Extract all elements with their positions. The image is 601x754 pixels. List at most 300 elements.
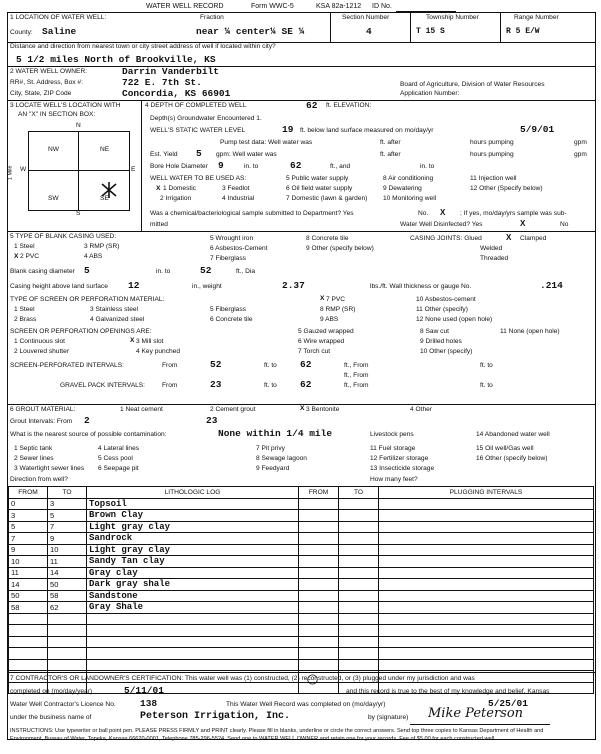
table-row	[9, 590, 594, 602]
use-5: 5 Public water supply	[286, 175, 349, 182]
fraction-label: Fraction	[200, 14, 224, 21]
opening-8: 8 Saw cut	[420, 328, 449, 335]
bore-in-to-2: in. to	[420, 163, 435, 170]
screen-5: 5 Fiberglass	[210, 306, 246, 313]
clamped-label: Clamped	[520, 235, 547, 242]
casing-5: 5 Wrought iron	[210, 235, 254, 242]
plug-interval-cell	[379, 613, 594, 625]
log-from-cell: 3	[9, 510, 48, 522]
source-livestock: Livestock pens	[370, 431, 414, 438]
signature: Mike Peterson	[428, 706, 524, 721]
source-14: 14 Abandoned water well	[476, 431, 550, 438]
circled-choice-icon	[307, 674, 318, 685]
yield-after: ft. after	[380, 151, 401, 158]
lithologic-log-table	[8, 486, 594, 694]
use-2: 2 Irrigation	[160, 195, 192, 202]
disinfected-no: No	[560, 221, 569, 228]
log-to-cell: 14	[48, 567, 87, 579]
plug-from-cell	[299, 659, 339, 671]
how-many-label: How many feet?	[370, 476, 418, 483]
log-from-cell	[9, 636, 48, 648]
plug-to-cell	[339, 613, 379, 625]
yield-value: 5	[196, 148, 202, 159]
grout-to-value: 23	[206, 415, 218, 426]
plug-from-cell	[299, 636, 339, 648]
opening-x-mark: X	[130, 337, 135, 344]
source-13: 13 Insecticide storage	[370, 465, 435, 472]
source-8: 8 Sewage lagoon	[256, 455, 307, 462]
compass-w: W	[20, 166, 27, 173]
log-lithology-cell	[87, 659, 299, 671]
table-row	[9, 659, 594, 671]
table-row	[9, 648, 594, 660]
pump-label: Pump test data: Well water was	[220, 139, 313, 146]
static-date: 5/9/01	[520, 124, 555, 135]
gravel-from-value: 23	[210, 379, 222, 390]
pump-after: ft. after	[380, 139, 401, 146]
log-to-cell	[48, 613, 87, 625]
certification-line-1: 7 CONTRACTOR'S OR LANDOWNER'S CERTIFICATION: This water well was (1) constructed, (2) reconstructed, or (3) plugged under my jurisdiction and was	[10, 675, 475, 682]
source-4: 4 Lateral lines	[98, 445, 140, 452]
log-lithology-cell: Dark gray shale	[87, 579, 299, 591]
contamination-label: What is the nearest source of possible contamination:	[10, 431, 167, 438]
plug-interval-cell	[379, 659, 594, 671]
plug-to-cell	[339, 602, 379, 614]
chem-label: Was a chemical/bacteriological sample submitted to Department? Yes	[150, 210, 354, 217]
opening-2: 2 Louvered shutter	[14, 348, 69, 355]
depth-value: 62	[306, 100, 318, 111]
plug-interval-cell	[379, 579, 594, 591]
plug-to-cell	[339, 659, 379, 671]
licence-value: 138	[140, 698, 158, 709]
casing-4: 4 ABS	[84, 253, 103, 260]
log-lithology-cell: Gray Shale	[87, 602, 299, 614]
table-row	[9, 533, 594, 545]
casing-x-mark: X	[14, 253, 19, 260]
height-value: 12	[128, 280, 140, 291]
opening-5: 5 Gauzed wrapped	[298, 328, 354, 335]
use-7: 7 Domestic (lawn & garden)	[286, 195, 368, 202]
log-to-cell: 5	[48, 510, 87, 522]
plug-from-cell	[299, 648, 339, 660]
screen-9: 9 ABS	[320, 316, 339, 323]
yield-gpm: gpm	[574, 151, 587, 158]
yield-unit: gpm: Well water was	[216, 151, 277, 158]
bore-label: Bore Hole Diameter	[150, 163, 208, 170]
plug-from-cell	[299, 510, 339, 522]
spi-to-label: ft. to	[264, 362, 277, 369]
city-label: City, State, ZIP Code	[10, 90, 72, 97]
log-from-cell: 50	[9, 590, 48, 602]
source-2: 2 Sewer lines	[14, 455, 54, 462]
plug-to-cell	[339, 544, 379, 556]
static-value: 19	[282, 124, 294, 135]
casing-joints-label: CASING JOINTS: Glued	[410, 235, 482, 242]
table-row	[9, 498, 594, 510]
diameter-to-value: 52	[200, 265, 212, 276]
certification-line-2: and this record is true to the best of my knowledge and belief. Kansas	[346, 688, 550, 695]
casing-9: 9 Other (specify below)	[306, 245, 374, 252]
plug-interval-cell	[379, 498, 594, 510]
spi-ft-from-2: ft., From	[344, 372, 369, 379]
county-value: Saline	[42, 26, 77, 37]
plug-to-cell	[339, 556, 379, 568]
log-from-cell: 0	[9, 498, 48, 510]
instructions-line-2: Environment, Bureau of Water, Topeka, Kansas 66620-0001, Telephone 785-296-5524. Send one to WATER WELL OWNER and retain one for your records. Fee of $5.00 for each constructed well.	[10, 736, 496, 742]
form-number: Form WWC-5	[251, 3, 294, 10]
section-number-value: 4	[366, 26, 372, 37]
instructions-line-1: INSTRUCTIONS: Use typewriter or ball point pen. PLEASE PRESS FIRMLY and PRINT clearly. Please fill in blanks, underline or circle the correct answers. Send top three copies to Kansas Department of Health and	[10, 728, 544, 734]
bore-in-to: in. to	[244, 163, 259, 170]
plug-from-cell	[299, 682, 339, 694]
log-to-cell	[48, 625, 87, 637]
mitted-label: mitted	[150, 221, 168, 228]
weight-label: in., weight	[192, 283, 222, 290]
spi-label: SCREEN-PERFORATED INTERVALS:	[10, 362, 124, 369]
casing-8: 8 Concrete tile	[306, 235, 349, 242]
direction-label: Direction from well?	[10, 476, 68, 483]
table-row	[9, 625, 594, 637]
log-lithology-cell	[87, 625, 299, 637]
owner-value: Darrin Vanderbilt	[122, 66, 219, 77]
source-3: 3 Watertight sewer lines	[14, 465, 85, 472]
quadrant-nw: NW	[48, 146, 59, 153]
gravel-to-label: ft. to	[264, 382, 277, 389]
log-from-cell: 10	[9, 556, 48, 568]
plug-from-cell	[299, 602, 339, 614]
signature-label: by (signature)	[368, 714, 409, 721]
table-row	[9, 544, 594, 556]
screen-11: 11 Other (specify)	[416, 306, 468, 313]
screen-4: 4 Galvanized steel	[90, 316, 145, 323]
ksa-reference: KSA 82a-1212	[316, 3, 362, 10]
log-lithology-cell	[87, 613, 299, 625]
diameter-to: in. to	[156, 268, 171, 275]
log-to-cell: 62	[48, 602, 87, 614]
plug-interval-cell	[379, 510, 594, 522]
compass-s: S	[76, 210, 81, 217]
plug-to-cell	[339, 510, 379, 522]
source-7: 7 Pit privy	[256, 445, 285, 452]
licence-label: Water Well Contractor's Licence No.	[10, 701, 116, 708]
opening-11: 11 None (open hole)	[500, 328, 560, 335]
bore-to-value: 62	[290, 160, 302, 171]
threaded-label: Threaded	[480, 255, 509, 262]
opening-6: 6 Wire wrapped	[298, 338, 345, 345]
log-from-cell: 58	[9, 602, 48, 614]
spi-to-value: 62	[300, 359, 312, 370]
source-9: 9 Feedyard	[256, 465, 290, 472]
casing-6: 6 Asbestos-Cement	[210, 245, 268, 252]
chem-x: X	[440, 208, 446, 217]
application-label: Application Number:	[400, 90, 460, 97]
screen-8: 8 RMP (SR)	[320, 306, 356, 313]
header-plugging-intervals: PLUGGING INTERVALS	[379, 487, 594, 499]
header-to: TO	[48, 487, 87, 499]
quadrant-ne: NE	[100, 146, 110, 153]
opening-7: 7 Torch cut	[298, 348, 331, 355]
plug-interval-cell	[379, 636, 594, 648]
section-number-label: Section Number	[342, 14, 390, 21]
city-value: Concordia, KS 66901	[122, 88, 231, 99]
log-lithology-cell: Sandstone	[87, 590, 299, 602]
diameter-ft-dia: ft., Dia	[236, 268, 256, 275]
contamination-value: None within 1/4 mile	[218, 428, 333, 439]
use-10: 10 Monitoring well	[383, 195, 437, 202]
grout-x-mark: X	[300, 405, 305, 412]
casing-1: 1 Steel	[14, 243, 35, 250]
use-4: 4 Industrial	[222, 195, 255, 202]
casing-2: 2 PVC	[20, 253, 40, 260]
pump-hours: hours pumping	[470, 139, 514, 146]
gravel-to-value: 62	[300, 379, 312, 390]
diameter-label: Blank casing diameter	[10, 268, 75, 275]
pump-gpm: gpm	[574, 139, 587, 146]
plug-from-cell	[299, 579, 339, 591]
grout-1: 1 Neat cement	[120, 406, 163, 413]
source-11: 11 Fuel storage	[370, 445, 416, 452]
plug-to-cell	[339, 648, 379, 660]
log-from-cell: 14	[9, 579, 48, 591]
county-label: County:	[10, 29, 33, 36]
plug-interval-cell	[379, 625, 594, 637]
plug-interval-cell	[379, 544, 594, 556]
distance-label: Distance and direction from nearest town or city street address of well if located within city?	[10, 43, 276, 50]
log-header-row	[9, 487, 594, 499]
screen-type-label: TYPE OF SCREEN OR PERFORATION MATERIAL:	[10, 296, 165, 303]
table-row	[9, 510, 594, 522]
table-row	[9, 521, 594, 533]
township-label: Township Number	[426, 14, 479, 21]
log-from-cell	[9, 613, 48, 625]
opening-3: 3 Mill slot	[136, 338, 164, 345]
address-value: 722 E. 7th St.	[122, 77, 202, 88]
header-from: FROM	[9, 487, 48, 499]
plug-from-cell	[299, 556, 339, 568]
use-1: 1 Domestic	[163, 185, 196, 192]
certification-completed-label: completed on (mo/day/year)	[10, 688, 93, 695]
log-to-cell: 11	[48, 556, 87, 568]
id-label: ID No.	[372, 3, 392, 10]
table-row	[9, 579, 594, 591]
mile-label: 1 Mile	[7, 165, 14, 181]
log-from-cell: 11	[9, 567, 48, 579]
use-label: WELL WATER TO BE USED AS:	[150, 175, 247, 182]
log-lithology-cell	[87, 682, 299, 694]
township-value: T 15 S	[416, 27, 445, 36]
plug-interval-cell	[379, 533, 594, 545]
form-title: WATER WELL RECORD	[146, 3, 224, 10]
yield-label: Est. Yield	[150, 151, 178, 158]
log-to-cell: 50	[48, 579, 87, 591]
record-date: 5/25/01	[488, 698, 528, 709]
bore-ft-and: ft., and	[330, 163, 351, 170]
gravel-label: GRAVEL PACK INTERVALS:	[60, 382, 146, 389]
casing-joints-x: X	[506, 233, 512, 242]
log-lithology-cell	[87, 636, 299, 648]
grout-from-value: 2	[84, 415, 90, 426]
plug-to-cell	[339, 521, 379, 533]
use-8: 8 Air conditioning	[383, 175, 434, 182]
screen-12: 12 None used (open hole)	[416, 316, 493, 323]
opening-4: 4 Key punched	[136, 348, 180, 355]
log-to-cell: 10	[48, 544, 87, 556]
table-row	[9, 556, 594, 568]
completed-date: 5/11/01	[124, 685, 164, 696]
grout-2: 2 Cement grout	[210, 406, 256, 413]
use-3: 3 Feedlot	[222, 185, 250, 192]
table-row	[9, 636, 594, 648]
plug-to-cell	[339, 533, 379, 545]
plug-to-cell	[339, 625, 379, 637]
plug-interval-cell	[379, 521, 594, 533]
compass-e: E	[131, 166, 136, 173]
quadrant-sw: SW	[48, 195, 59, 202]
spi-ft-to-2: ft. to	[480, 362, 493, 369]
chem-no: No.	[418, 210, 429, 217]
header-plug-from: FROM	[299, 487, 339, 499]
openings-label: SCREEN OR PERFORATION OPENINGS ARE:	[10, 328, 152, 335]
section-1-label: 1 LOCATION OF WATER WELL:	[10, 14, 107, 21]
source-6: 6 Seepage pit	[98, 465, 139, 472]
log-to-cell: 58	[48, 590, 87, 602]
grout-intervals-label: Grout Intervals: From	[10, 418, 73, 425]
log-from-cell: 9	[9, 544, 48, 556]
source-5: 5 Cess pool	[98, 455, 133, 462]
weight-value: 2.37	[282, 280, 305, 291]
log-to-cell: 3	[48, 498, 87, 510]
plug-from-cell	[299, 613, 339, 625]
static-unit: ft. below land surface measured on mo/day/yr	[300, 127, 434, 134]
disinfected-x: X	[520, 219, 526, 228]
source-15: 15 Oil well/Gas well	[476, 445, 534, 452]
section-box	[28, 131, 130, 211]
opening-10: 10 Other (specify)	[420, 348, 473, 355]
casing-7: 7 Fiberglass	[210, 255, 246, 262]
log-lithology-cell: Brown Clay	[87, 510, 299, 522]
plug-interval-cell	[379, 556, 594, 568]
screen-3: 3 Stainless steel	[90, 306, 139, 313]
section-2-label: 2 WATER WELL OWNER:	[10, 68, 88, 75]
log-from-cell	[9, 659, 48, 671]
welded-label: Welded	[480, 245, 503, 252]
spi-from-label: From	[162, 362, 178, 369]
plug-from-cell	[299, 544, 339, 556]
gravel-from-label: From	[162, 382, 178, 389]
plug-from-cell	[299, 567, 339, 579]
plug-interval-cell	[379, 648, 594, 660]
spi-ft-from: ft., From	[344, 362, 369, 369]
plug-from-cell	[299, 533, 339, 545]
section-3-label-2: AN "X" IN SECTION BOX:	[18, 111, 96, 118]
range-label: Range Number	[514, 14, 559, 21]
screen-10: 10 Asbestos-cement	[416, 296, 476, 303]
screen-2: 2 Brass	[14, 316, 37, 323]
log-lithology-cell: Topsoil	[87, 498, 299, 510]
compass-n: N	[76, 122, 81, 129]
distance-value: 5 1/2 miles North of Brookville, KS	[16, 54, 216, 65]
source-16: 16 Other (specify below)	[476, 455, 548, 462]
elevation-label: ft. ELEVATION:	[326, 102, 372, 109]
board-label: Board of Agriculture, Division of Water Resources	[400, 81, 545, 88]
grout-4: 4 Other	[410, 406, 432, 413]
header-plug-to: TO	[339, 487, 379, 499]
range-value: R 5 E/W	[506, 27, 540, 36]
use-12: 12 Other (Specify below)	[470, 185, 543, 192]
opening-9: 9 Drilled holes	[420, 338, 462, 345]
screen-7: 7 PVC	[326, 296, 346, 303]
use-9: 9 Dewatering	[383, 185, 422, 192]
plug-to-cell	[339, 636, 379, 648]
log-lithology-cell: Sandy Tan clay	[87, 556, 299, 568]
header-lithologic-log: LITHOLOGIC LOG	[87, 487, 299, 499]
plug-to-cell	[339, 498, 379, 510]
section-6-label: 6 GROUT MATERIAL:	[10, 406, 76, 413]
log-lithology-cell: Gray clay	[87, 567, 299, 579]
section-3-label: 3 LOCATE WELL'S LOCATION WITH	[10, 102, 121, 109]
plug-from-cell	[299, 625, 339, 637]
weight-unit: lbs./ft. Wall thickness or gauge No.	[370, 283, 472, 290]
business-name-label: under the business name of	[10, 714, 92, 721]
log-to-cell: 7	[48, 521, 87, 533]
plug-to-cell	[339, 567, 379, 579]
gravel-ft-from: ft., From	[344, 382, 369, 389]
casing-3: 3 RMP (SR)	[84, 243, 120, 250]
plug-from-cell	[299, 498, 339, 510]
spi-from-value: 52	[210, 359, 222, 370]
log-from-cell	[9, 648, 48, 660]
section-5-label: 5 TYPE OF BLANK CASING USED:	[10, 233, 117, 240]
plug-to-cell	[339, 590, 379, 602]
static-label: WELL'S STATIC WATER LEVEL	[150, 127, 246, 134]
bore-value: 9	[218, 160, 224, 171]
chem-tail: ; If yes, mo/day/yrs sample was sub-	[460, 210, 567, 217]
business-name: Peterson Irrigation, Inc.	[140, 711, 291, 722]
log-to-cell	[48, 659, 87, 671]
groundwater-label: Depth(s) Groundwater Encountered 1.	[150, 115, 262, 122]
log-to-cell	[48, 636, 87, 648]
plug-to-cell	[339, 579, 379, 591]
log-lithology-cell: Sandrock	[87, 533, 299, 545]
plug-from-cell	[299, 590, 339, 602]
gravel-ft-to-2: ft. to	[480, 382, 493, 389]
fraction-value: near ¼ center¼ SE ¼	[196, 26, 305, 37]
log-from-cell: 7	[9, 533, 48, 545]
screen-x-mark: X	[320, 295, 325, 302]
table-row	[9, 567, 594, 579]
use-11: 11 Injection well	[470, 175, 517, 182]
plug-from-cell	[299, 521, 339, 533]
gauge-value: .214	[540, 280, 563, 291]
log-from-cell	[9, 625, 48, 637]
use-6: 6 Oil field water supply	[286, 185, 353, 192]
log-lithology-cell: Light gray clay	[87, 521, 299, 533]
address-label: RR#, St. Address, Box #:	[10, 79, 83, 86]
screen-1: 1 Steel	[14, 306, 35, 313]
table-row	[9, 613, 594, 625]
use-x-mark: X	[156, 185, 161, 192]
well-location-mark-icon	[100, 182, 118, 198]
log-to-cell	[48, 648, 87, 660]
diameter-value: 5	[84, 265, 90, 276]
plug-interval-cell	[379, 590, 594, 602]
plug-interval-cell	[379, 567, 594, 579]
log-from-cell: 5	[9, 521, 48, 533]
log-lithology-cell	[87, 648, 299, 660]
grout-3: 3 Bentonite	[306, 406, 340, 413]
height-label: Casing height above land surface	[10, 283, 108, 290]
depth-label: 4 DEPTH OF COMPLETED WELL	[145, 102, 247, 109]
